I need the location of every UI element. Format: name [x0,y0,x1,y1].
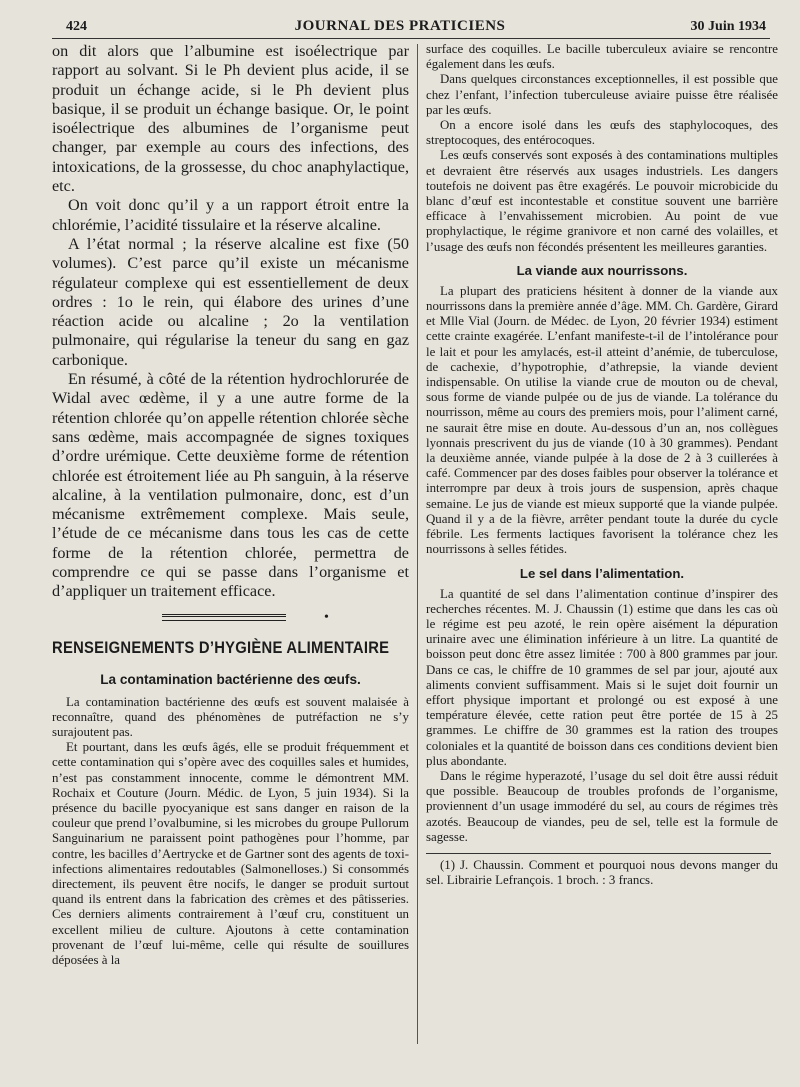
section-separator: • [52,602,409,632]
issue-date: 30 Juin 1934 [690,19,766,34]
right-paragraph-3: On a encore isolé dans les œufs des staphylocoques, des streptocoques, des entérocoques. [426,118,778,148]
subsection-title-eggs: La contamination bactérienne des œufs. [100,671,361,687]
salt-paragraph-2: Dans le régime hyperazoté, l’usage du sel doit être aussi réduit que possible. Beaucoup de troubles profonds de l’organisme, proviennent d’un usage immodéré du sel, au cours de régimes très azotés. Beaucoup de viandes, peu de sel, telle est la formule de sagesse. [426,768,778,844]
eggs-paragraph-2: Et pourtant, dans les œufs âgés, elle se produit fréquemment et cette contamination qui s’opère avec des coquilles sales et humides, n’est pas constamment innocente, comme le démontrent MM. Rochaix et Couture (Journ. Médic. de Lyon, 5 juin 1934). Si la présence du bacille pyocyanique est sans danger en raison de la couleur que prend l’ovalbumine, si les microbes du groupe Pullorum Sanguinarium ne paraissent point pathogènes pour l’homme, par contre, les bacilles d’Aertrycke et de Gartner sont des agents de toxi-infections alimentaires redoutables (Salmonelloses.) Si consommés directement, ils peuvent être nocifs, le danger se produit surtout quand ils entrent dans la fabrication des crèmes et des pâtisseries. Ces derniers aliments contrairement à l’œuf cru, constituent un excellent milieu de culture. Ajoutons à cette contamination provenant de l’œuf lui-même, celle qui résulte de souillures déposées à la [52,740,409,968]
left-paragraph-3: A l’état normal ; la réserve alcaline est fixe (50 volumes). C’est parce qu’il existe un mécanisme régulateur complexe qui est essentiellement de deux ordres : 1o le rein, qui élabore des urines d’une réaction acide ou alcaline ; 2o la ventilation pulmonaire, qui régularise la teneur du sang en gaz carbonique. [52,234,409,369]
right-paragraph-4: Les œufs conservés sont exposés à des contaminations multiples et devraient être réservés aux usages industriels. Les dangers toutefois ne doivent pas être exagérés. Le pouvoir microbicide du blanc d’œuf est incontestable et constitue souvent une barrière efficace à l’envahissement microbien. Au point de vue prophylactique, le régime granivore et non carné des volailles, et l’usage des œufs non fécondés présentent les meilleures garanties. [426,148,778,254]
footnote-rule [426,853,771,854]
left-paragraph-2: On voit donc qu’il y a un rapport étroit entre la chlorémie, l’acidité tissulaire et la réserve alcaline. [52,196,409,234]
left-paragraph-1: on dit alors que l’albumine est isoélectrique par rapport au solvant. Si le Ph devient plus acide, il se produit un échange acide, si le Ph devient plus basique, il se produit un échange basique. Or, le point isoélectrique des albumines de l’organisme peut changer, par exemple au cours des infections, des intoxications, de la grossesse, du choc anaphylactique, etc. [52,42,409,196]
subsection-title-meat: La viande aux nourrissons. [516,262,688,278]
right-paragraph-1: surface des coquilles. Le bacille tuberculeux aviaire se rencontre également dans les œufs. [426,42,778,72]
footnote: (1) J. Chaussin. Comment et pourquoi nous devons manger du sel. Librairie Lefrançois. 1 broch. : 3 francs. [426,857,778,888]
left-column [52,42,409,968]
header-rule [52,38,770,39]
meat-paragraph-1: La plupart des praticiens hésitent à donner de la viande aux nourrissons dans la première année d’âge. MM. Ch. Gardère, Girard et Mlle Vial (Journ. de Médec. de Lyon, 20 février 1934) estiment cette crainte exagérée. L’enfant manifeste-t-il de l’intolérance pour le lait et pour les amylacés, est-il atteint d’anémie, de tuberculose, de cachexie, d’hypotrophie, d’athrepsie, la viande devient indispensable. On utilise la viande crue de mouton ou de cheval, sous forme de viande pulpée ou de jus de viande. La tolérance du nourrisson, même au cours des premiers mois, pour l’aliment carné, ne saurait être mise en doute. Au-dessous d’un an, nos collègues lyonnais prescrivent du jus de viande (10 à 30 grammes). Pendant la deuxième année, viande pulpée à la dose de 2 à 3 cuillerées à café. Commencer par des doses faibles pour observer la tolérance et interrompre par deux à trois jours de suspension, après chaque semaine. Le jus de viande est mieux supporté que la viande pulpée. Quand il y a de la fièvre, arrêter pendant toute la durée du cycle fébrile. Les ferments lactiques favorisent la tolérance chez les nourrissons à selles fétides. [426,283,778,557]
subsection-title-salt: Le sel dans l’alimentation. [519,565,685,581]
page-number: 424 [66,19,87,34]
left-paragraph-4: En résumé, à côté de la rétention hydrochlorurée de Widal avec œdème, il y a une autre forme de la rétention chlorée qu’on appelle rétention chlorée sèche sans œdème, mais accompagnée de signes toxiques d’ordre urémique. Cette deuxième forme de rétention chlorée est étroitement liée au Ph sanguin, à la réserve alcaline, à la ventilation pulmonaire, donc, est d’un mécanisme extrêmement complexe. Mais seule, l’étude de ce mécanisme dans tous les cas de cette forme de la rétention chlorée, permettra de comprendre ce qui se passe dans l’organisme et d’appliquer un traitement efficace. [52,370,409,601]
right-column [426,42,778,888]
eggs-paragraph-1: La contamination bactérienne des œufs est souvent malaisée à reconnaître, quand des phénomènes de putréfaction ne s’y surajoutent pas. [52,694,409,740]
salt-paragraph-1: La quantité de sel dans l’alimentation continue d’inspirer des recherches récentes. M. J. Chaussin (1) estime que dans les cas où le régime est peu azoté, le rein opère aisément la dépuration urinaire avec une élimination inférieure à un litre. La quantité de boisson peut donc être assez limitée : 700 à 800 grammes par jour. Dans ce cas, le chiffre de 10 grammes de sel par jour, ajouté aux aliments convient suffisamment. Mais si le sujet doit fournir un effort physique important et prolongé ou est exposé à une température élevée, cette ration peut être portée de 15 à 25 grammes. Le chiffre de 30 grammes est la ration des troupes coloniales et la quantité de boisson dans ces conditions devient bien plus abondante. [426,586,778,768]
right-paragraph-2: Dans quelques circonstances exceptionnelles, il est possible que chez l’enfant, l’infection tuberculeuse aviaire puisse être réalisée par les œufs. [426,72,778,117]
column-divider [417,44,418,1044]
page-header [0,0,800,40]
journal-title: JOURNAL DES PRATICIENS [294,18,506,34]
section-title: RENSEIGNEMENTS D’HYGIÈNE ALIMENTAIRE [52,637,390,657]
